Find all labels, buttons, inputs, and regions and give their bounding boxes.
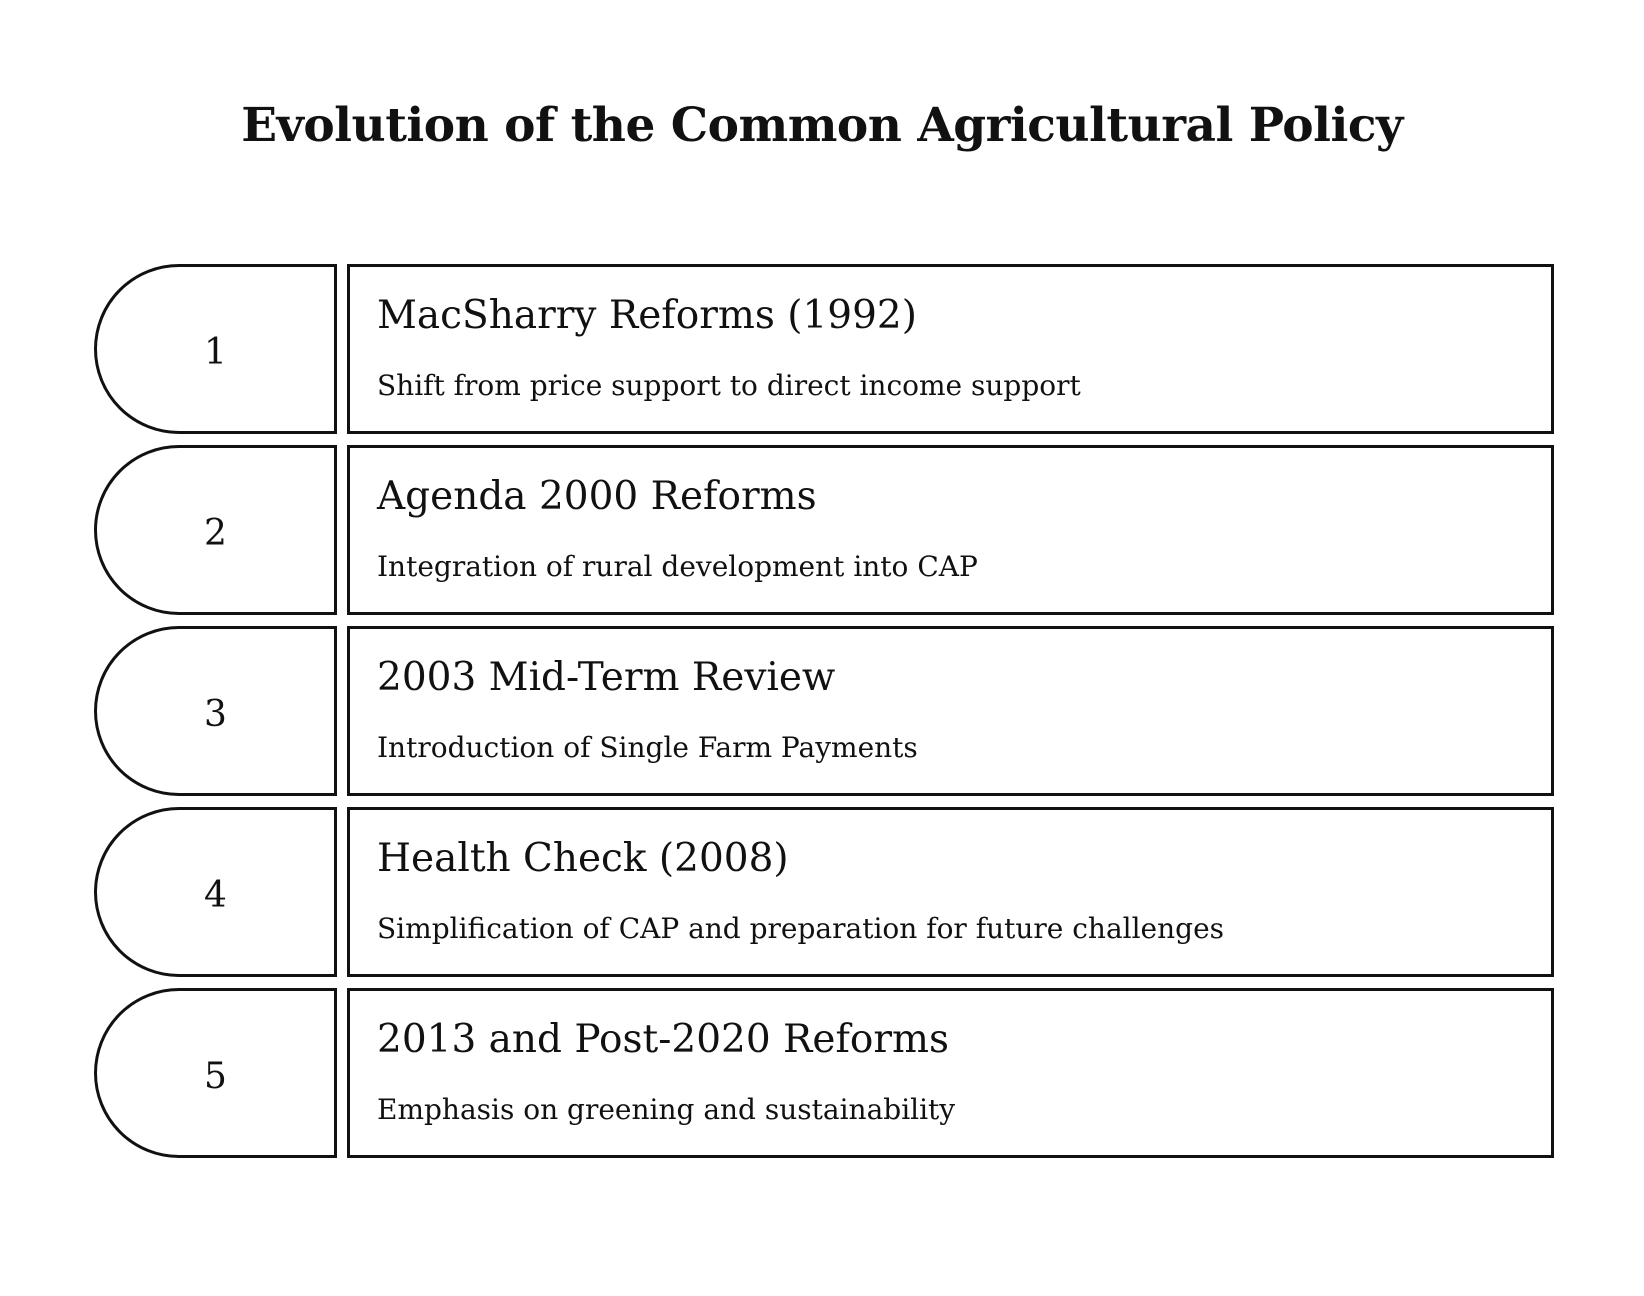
step-description: Simplification of CAP and preparation for future challenges bbox=[377, 912, 1225, 945]
step-title: 2003 Mid-Term Review bbox=[377, 655, 836, 700]
step-title: Health Check (2008) bbox=[377, 836, 789, 881]
step-number: 2 bbox=[204, 512, 227, 554]
timeline-step bbox=[94, 264, 1554, 434]
step-title: Agenda 2000 Reforms bbox=[377, 474, 817, 519]
step-number-tab bbox=[94, 264, 337, 434]
step-card bbox=[347, 988, 1554, 1158]
step-card bbox=[347, 807, 1554, 977]
step-number-tab bbox=[94, 807, 337, 977]
timeline-step bbox=[94, 626, 1554, 796]
step-card bbox=[347, 264, 1554, 434]
step-description: Emphasis on greening and sustainability bbox=[377, 1093, 956, 1126]
timeline-step bbox=[94, 807, 1554, 977]
step-title: 2013 and Post-2020 Reforms bbox=[377, 1017, 950, 1062]
step-number: 3 bbox=[204, 693, 227, 735]
timeline-step bbox=[94, 988, 1554, 1158]
step-number-tab bbox=[94, 626, 337, 796]
step-title: MacSharry Reforms (1992) bbox=[377, 293, 917, 338]
step-number-tab bbox=[94, 988, 337, 1158]
step-description: Integration of rural development into CAP bbox=[377, 550, 978, 583]
step-number: 5 bbox=[204, 1055, 227, 1097]
step-card bbox=[347, 626, 1554, 796]
step-number: 4 bbox=[204, 874, 227, 916]
page-title: Evolution of the Common Agricultural Policy bbox=[241, 98, 1403, 153]
step-description: Shift from price support to direct income support bbox=[377, 369, 1081, 402]
step-number-tab bbox=[94, 445, 337, 615]
step-number: 1 bbox=[204, 331, 227, 373]
timeline-step bbox=[94, 445, 1554, 615]
step-description: Introduction of Single Farm Payments bbox=[377, 731, 918, 764]
step-card bbox=[347, 445, 1554, 615]
